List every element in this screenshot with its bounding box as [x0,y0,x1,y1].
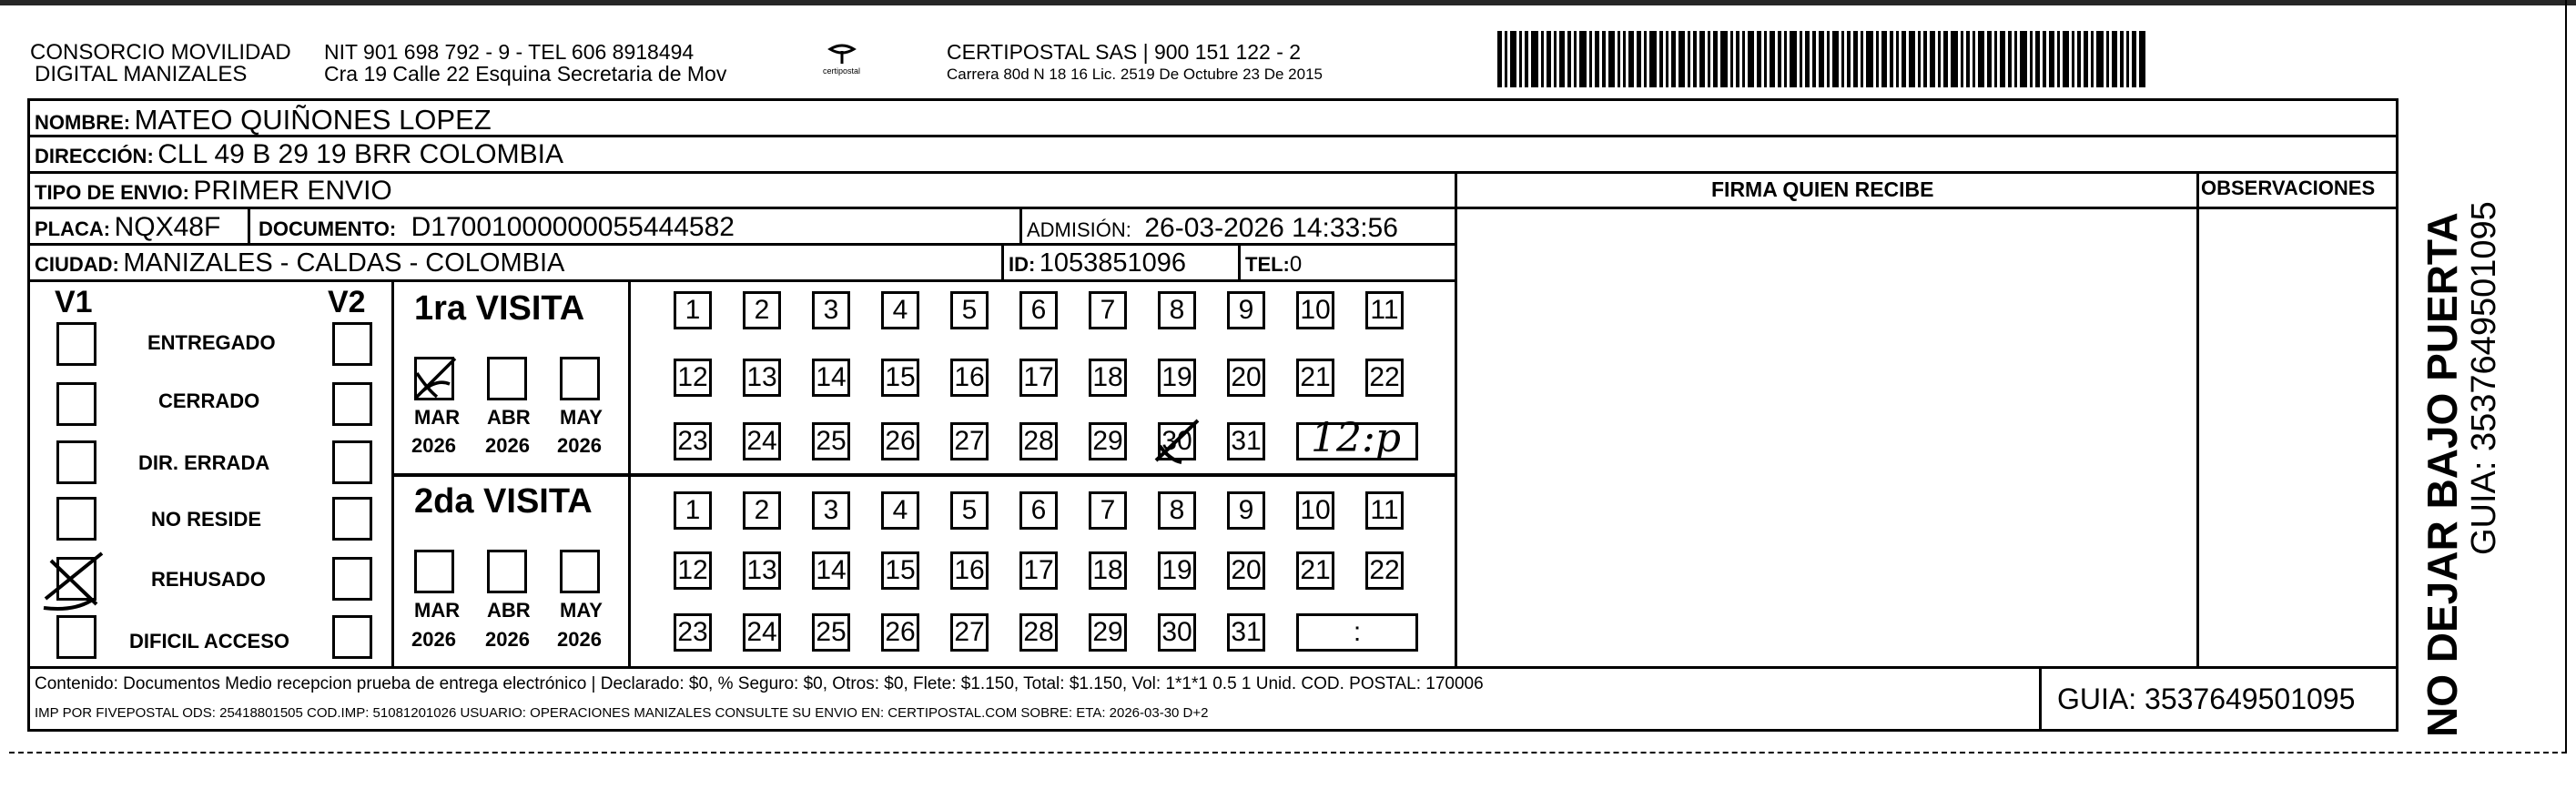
day-28[interactable]: 28 [1019,422,1058,460]
day-2[interactable]: 2 [743,491,781,530]
courier-logo [810,40,874,82]
day-15[interactable]: 15 [881,359,919,397]
day-26[interactable]: 26 [881,613,919,652]
day-22[interactable]: 22 [1365,359,1404,397]
day-24[interactable]: 24 [743,422,781,460]
divider-visits [391,473,1456,477]
firma-label: FIRMA QUIEN RECIBE [1711,177,1934,201]
day-25[interactable]: 25 [812,613,850,652]
day-22[interactable]: 22 [1365,551,1404,590]
first-year-2: 2026 [485,434,530,457]
day-18[interactable]: 18 [1089,359,1127,397]
day-28[interactable]: 28 [1019,613,1058,652]
direccion-label: DIRECCIÓN: [35,145,154,167]
day-9[interactable]: 9 [1227,491,1265,530]
first-month-mar-label: MAR [414,406,461,429]
day-26[interactable]: 26 [881,422,919,460]
day-1[interactable]: 1 [674,291,712,329]
nombre-label: NOMBRE: [35,111,131,134]
divider-obs-left [2196,171,2199,666]
day-21[interactable]: 21 [1296,359,1334,397]
day-10[interactable]: 10 [1296,491,1334,530]
observaciones-label: OBSERVACIONES [2201,177,2376,199]
day-20[interactable]: 20 [1227,551,1265,590]
first-month-abr-label: ABR [487,406,531,429]
courier-logo-text: certipostal [823,66,861,76]
day-6[interactable]: 6 [1019,491,1058,530]
day-7[interactable]: 7 [1089,491,1127,530]
day-4[interactable]: 4 [881,291,919,329]
day-17[interactable]: 17 [1019,359,1058,397]
status-no-reside: NO RESIDE [151,508,262,531]
v2-label: V2 [328,285,366,319]
documento-value: D17001000000055444582 [411,212,735,242]
day-30[interactable]: 30 [1158,422,1196,460]
first-time-handwritten: 12:p [1311,415,1401,461]
first-month-may[interactable] [560,357,600,400]
tel-value: 0 [1289,252,1303,277]
divider-footer [27,666,2399,669]
status-rehusado: REHUSADO [151,568,266,591]
day-3[interactable]: 3 [812,491,850,530]
day-2[interactable]: 2 [743,291,781,329]
handwritten-check-mark-icon [36,544,113,615]
top-edge [0,0,2576,5]
admision-value: 26-03-2026 14:33:56 [1144,213,1398,243]
admision-label: ADMISIÓN: [1027,218,1131,241]
second-month-may[interactable] [560,550,600,593]
first-visit-title: 1ra VISITA [414,289,585,328]
day-30[interactable]: 30 [1158,613,1196,652]
day-24[interactable]: 24 [743,613,781,652]
courier-logo-icon [810,40,874,82]
first-year-3: 2026 [557,434,602,457]
cut-line [9,752,2567,753]
sender-name-1: CONSORCIO MOVILIDAD [30,40,291,65]
day-23[interactable]: 23 [674,613,712,652]
v2-checkbox-dificil-acceso[interactable] [332,615,372,659]
v2-checkbox-no-reside[interactable] [332,497,372,541]
day-11[interactable]: 11 [1365,291,1404,329]
day-8[interactable]: 8 [1158,291,1196,329]
first-month-abr[interactable] [487,357,527,400]
day-13[interactable]: 13 [743,359,781,397]
direccion-value: CLL 49 B 29 19 BRR COLOMBIA [157,139,563,169]
day-23[interactable]: 23 [674,422,712,460]
courier-name: CERTIPOSTAL SAS | 900 151 122 - 2 [947,40,1302,64]
day-21[interactable]: 21 [1296,551,1334,590]
ciudad-label: CIUDAD: [35,253,119,276]
v2-checkbox-entregado[interactable] [332,322,372,366]
day-4[interactable]: 4 [881,491,919,530]
status-dir-errada: DIR. ERRADA [138,451,270,474]
day-1[interactable]: 1 [674,491,712,530]
id-value: 1053851096 [1039,248,1187,278]
footer-guia-box: GUIA: 3537649501095 [2057,683,2356,715]
day-7[interactable]: 7 [1089,291,1127,329]
first-year-1: 2026 [411,434,456,457]
day-31[interactable]: 31 [1227,422,1265,460]
id-label: ID: [1009,253,1036,276]
barcode [1497,31,2216,87]
v1-checkbox-cerrado[interactable] [56,382,96,426]
tel-label: TEL: [1245,253,1290,276]
divider-ciudad [27,279,1456,282]
v1-checkbox-entregado[interactable] [56,322,96,366]
day-5[interactable]: 5 [950,291,989,329]
day-9[interactable]: 9 [1227,291,1265,329]
day-16[interactable]: 16 [950,551,989,590]
side-text [2412,109,2512,737]
second-time-box[interactable]: : [1296,613,1418,652]
day-20[interactable]: 20 [1227,359,1265,397]
day-10[interactable]: 10 [1296,291,1334,329]
ciudad-value: MANIZALES - CALDAS - COLOMBIA [123,248,565,278]
day-31[interactable]: 31 [1227,613,1265,652]
v1-checkbox-no-reside[interactable] [56,497,96,541]
day-3[interactable]: 3 [812,291,850,329]
second-month-may-label: MAY [560,599,603,622]
second-year-3: 2026 [557,628,602,651]
handwritten-check-mark-icon [1151,415,1203,468]
day-8[interactable]: 8 [1158,491,1196,530]
sender-address: Cra 19 Calle 22 Esquina Secretaria de Mov [324,62,727,86]
divider-direccion [27,171,2399,174]
day-29[interactable]: 29 [1089,613,1127,652]
second-month-mar[interactable] [414,550,454,593]
no-dejar-bajo-puerta: NO DEJAR BAJO PUERTA [2419,212,2466,737]
day-27[interactable]: 27 [950,422,989,460]
day-25[interactable]: 25 [812,422,850,460]
status-entregado: ENTREGADO [147,331,276,354]
placa-value: NQX48F [114,212,221,242]
tipo-value: PRIMER ENVIO [193,176,392,206]
side-guia: GUIA: 3537649501095 [2465,201,2503,555]
handwritten-check-mark-icon [410,351,464,406]
day-14[interactable]: 14 [812,551,850,590]
day-12[interactable]: 12 [674,359,712,397]
documento-label: DOCUMENTO: [259,217,397,240]
divider-placa [27,243,1456,246]
day-14[interactable]: 14 [812,359,850,397]
day-6[interactable]: 6 [1019,291,1058,329]
divider-firma-left [1455,171,1457,666]
first-month-may-label: MAY [560,406,603,429]
day-16[interactable]: 16 [950,359,989,397]
sender-nit: NIT 901 698 792 - 9 - TEL 606 8918494 [324,40,695,64]
v2-checkbox-rehusado[interactable] [332,557,372,601]
second-month-abr-label: ABR [487,599,531,622]
v1-label: V1 [55,285,93,319]
day-19[interactable]: 19 [1158,551,1196,590]
v2-checkbox-dir-errada[interactable] [332,440,372,484]
status-dificil-acceso: DIFICIL ACCESO [129,630,290,652]
day-11[interactable]: 11 [1365,491,1404,530]
day-12[interactable]: 12 [674,551,712,590]
tipo-label: TIPO DE ENVIO: [35,181,189,204]
v2-checkbox-cerrado[interactable] [332,382,372,426]
footer-imp: IMP POR FIVEPOSTAL ODS: 25418801505 COD.IMP: 51081201026 USUARIO: OPERACIONES MANIZALES CONSULTE SU ENVIO EN: CERTIPOSTAL.COM SOBRE: ETA: 2026-03-30 D+2 [35,705,1209,721]
second-year-1: 2026 [411,628,456,651]
second-month-mar-label: MAR [414,599,461,622]
placa-label: PLACA: [35,217,111,240]
second-year-2: 2026 [485,628,530,651]
nombre-value: MATEO QUIÑONES LOPEZ [134,104,492,136]
sender-name-2: DIGITAL MANIZALES [35,62,248,86]
second-month-abr[interactable] [487,550,527,593]
day-19[interactable]: 19 [1158,359,1196,397]
v1-checkbox-dir-errada[interactable] [56,440,96,484]
v1-checkbox-dificil-acceso[interactable] [56,615,96,659]
day-5[interactable]: 5 [950,491,989,530]
footer-contenido: Contenido: Documentos Medio recepcion prueba de entrega electrónico | Declarado: $0, % Seguro: $0, Otros: $0, Flete: $1.150, Total: $1.150, Vol: 1*1*1 0.5 1 Unid. COD. POSTAL: 170006 [35,674,1484,693]
divider-tipo [27,207,2399,209]
day-15[interactable]: 15 [881,551,919,590]
status-cerrado: CERRADO [158,389,260,412]
courier-address: Carrera 80d N 18 16 Lic. 2519 De Octubre 23 De 2015 [947,66,1323,83]
day-13[interactable]: 13 [743,551,781,590]
second-visit-days [674,491,1429,664]
second-visit-title: 2da VISITA [414,482,593,521]
day-29[interactable]: 29 [1089,422,1127,460]
day-18[interactable]: 18 [1089,551,1127,590]
day-17[interactable]: 17 [1019,551,1058,590]
day-27[interactable]: 27 [950,613,989,652]
first-visit-days [674,291,1429,473]
